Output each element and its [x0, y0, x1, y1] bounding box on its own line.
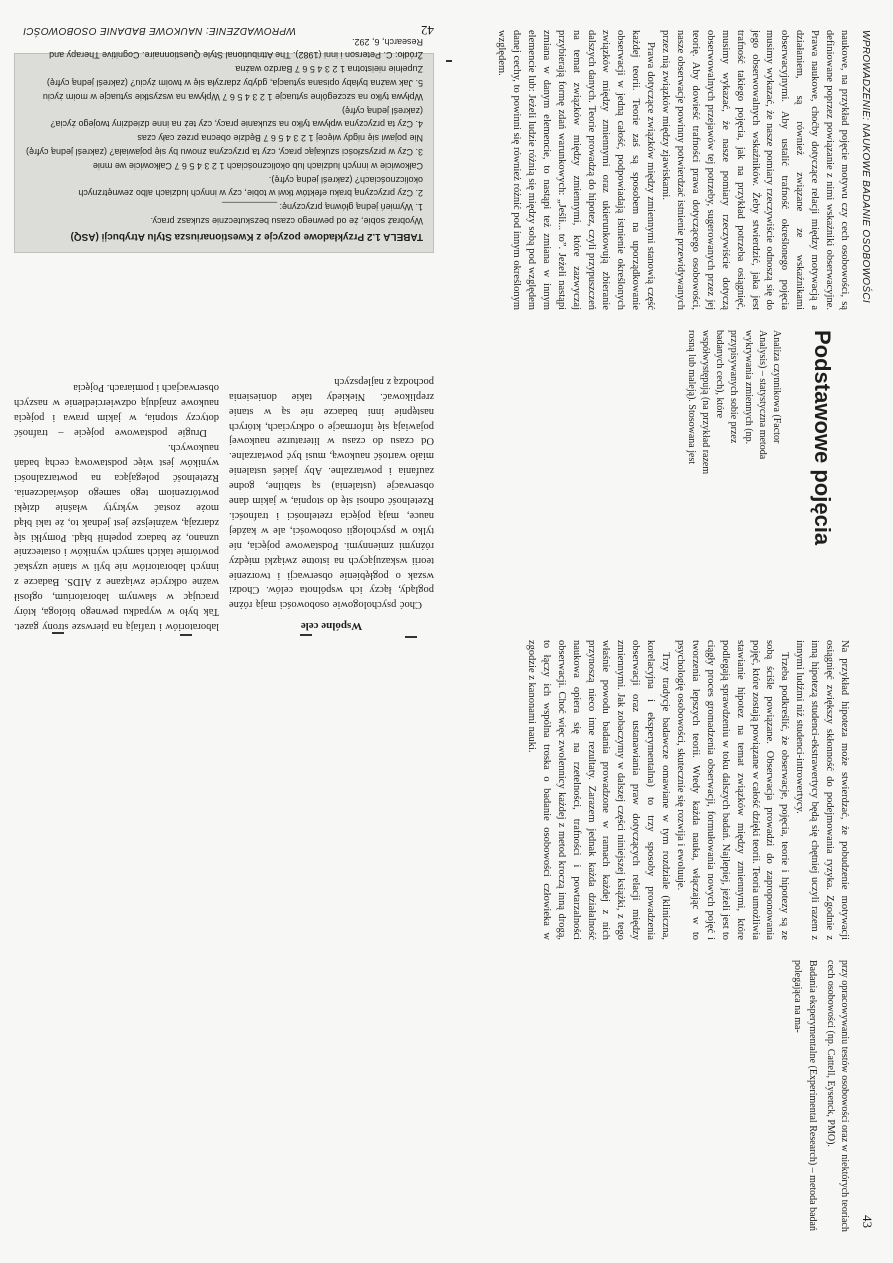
paragraph: laboratoriów i trafiają na pierwsze strony gazet. Tak było w wypadku pewnego biologa, który pracując w sławnym laboratorium, ogłosił ważne odkrycie związane z AIDS. Badacze z innych laboratoriów nie byli w stanie uzyskać powtórnie takich samych wyników i ostatecznie uznano, że badacz popełnił błąd. Pomyłki się zdarzają, ważniejsze jest jednak to, że taki błąd może zostać wykryty właśnie dzięki powtórzeniom tego samego doświadczenia. Rzetelność polegająca na powtarzalności wyników jest więc podstawową cechą badań naukowych. — [14, 442, 219, 632]
table-q4-scale: Wpływa tylko na szczególne sytuacje 1 2 3 4 5 6 7 Wpływa na wszystkie sytuacje w moim życiu — [42, 92, 423, 103]
section-title: Wspólne cele — [300, 620, 363, 632]
definition: Badania eksperymentalne (Experimental Research) – metoda badań polegająca na ma- — [792, 960, 818, 1231]
left-page-area — [0, 0, 446, 1263]
margin-mark — [300, 634, 312, 636]
paragraph: naukowe, na przykład pojęcie motywu czy cech osobowości, są definiowane poprzez powiązanie z nimi wskaźniki obserwacyjne. Prawa naukowe, choćby dotyczące relacji między motywacją a działaniem, są również związane ze wskaźnikami obserwacyjnymi. Aby ustalić trafność określonego pojęcia musimy wykazać, że nasze pomiary rzeczywiście odnoszą się do jego obserwowalnych wskaźników. Żeby stwierdzić, jaka jest trafność takiego pojęcia, jak na przykład potrzeba osiągnięć, musimy wykazać, że nasze pomiary rzeczywiście dotyczą obserwowalnych przejawów tej potrzeby, sugerowanych przez jej teorię. Aby dowieść trafności prawa dotyczącego osobowości, nasze obserwacje powinny potwierdzać istnienie przewidywanych przez nią związków między zjawiskami. — [660, 30, 850, 310]
left-column-1 — [229, 263, 434, 633]
right-column-1 — [461, 30, 851, 310]
table-asq — [14, 36, 434, 253]
table-q3-scale: Nie pojawi się nigdy więcej 1 2 3 4 5 6 7 Będzie obecna przez cały czas — [137, 133, 423, 144]
right-page — [446, 0, 893, 1263]
paragraph: Choć psychologowie osobowości mają różne poglądy, łączy ich wspólnota celów. Chodzi wszak o pogłębienie obserwacji i tworzenie teorii wskazujących na istotne związki między różnymi zmiennymi. Podstawowe pojęcia, nie tylko w psychologii osobowości, ale w każdej nauce, mają pojęcia rzetelności i trafności. Rzetelność odnosi się do stopnia, w jakim dane obserwacje (ustalenia) są stabilne, godne zaufania i powtarzalne. Aby jakieś ustalenie miało wartość naukową, musi być powtarzalne. Od czasu do czasu w literaturze naukowej pojawiają się informacje o odkryciach, których następnie inni badacze nie są w stanie zreplikować. Niekiedy takie doniesienia pochodzą z najlepszych — [229, 375, 434, 611]
definitions-column-1 — [680, 330, 783, 480]
margin-mark — [180, 634, 192, 636]
table-q2: 2. Czy przyczyną braku efektów tkwi w tobie, czy w innych ludziach albo zewnętrznych okolicznościach? (zakreśl jedną cyfrę). — [78, 175, 423, 199]
margin-mark — [405, 636, 417, 638]
paragraph: Drugie podstawowe pojęcie – trafność dotyczy stopnia, w jakim prawa i pojęcia naukowe znajdują odzwierciedlenie w naszych obserwacjach i pomiarach. Pojęcia — [14, 382, 219, 439]
definition: Analiza czynnikowa (Factor Analysis) – statystyczna metoda wykrywania zmiennych (np. przypisywanych sobie przez badanych cech), które współwystępują (na przykład razem rosną lub maleją). Stosowana jest — [685, 330, 782, 475]
table-q5-scale: Zupełnie nieistotna 1 2 3 4 5 6 7 Bardzo ważna — [235, 63, 423, 74]
running-head: WPROWADZENIE: NAUKOWE BADANIE OSOBOWOŚCI — [23, 25, 296, 36]
left-page — [0, 0, 446, 1263]
paragraph: Trzy tradycje badawcze omawiane w tym rozdziale (kliniczna, korelacyjna i eksperymentalna) to trzy sposoby prowadzenia obserwacji oraz ustanawiania praw dotyczących relacji między zmiennymi. Jak zobaczymy w dalszej części niniejszej książki, z tego właśnie powodu badania prowadzone w ramach każdej z nich przynoszą nieco inne rezultaty. Zarazem jednak każda działalność naukowa opiera się na rzetelności, trafności i powtarzalności obserwacji. Choć więc zwolennicy każdej z metod kroczą inną drogą, to łączy ich wspólna troska o badanie osobowości człowieka w zgodzie z kanonami nauki. — [525, 640, 672, 940]
paragraph: Trzeba podkreślić, że obserwacje, pojęcia, teorie i hipotezy są ze sobą ściśle powiązane. Obserwacja prowadzi do zaproponowania pojęć, które zostają powiązane w całość dzięki teorii. Teoria umożliwia stawianie hipotez na temat związków między zmiennymi, które podlegają sprawdzeniu w toku dalszych badań. Najlepiej, jeżeli jest to ciągły proces gromadzenia obserwacji, formułowania nowych pojęć i tworzenia lepszych teorii. Wtedy każda nauka, włączając w to psychologię osobowości, skutecznie się rozwija i ewoluuje. — [675, 640, 791, 940]
definitions-column-2 — [786, 960, 851, 1240]
table-title: TABELA 1.2 Przykładowe pozycje z Kwestionariusza Stylu Atrybucji (ASQ) — [70, 231, 423, 242]
table-source: Źródło: C. Peterson i inni (1982). The Attributional Style Questionnaire. Cognitive Therapy and Research, 6, 292. — [49, 36, 423, 60]
right-page-area — [446, 0, 893, 1263]
table-q5: 5. Jak ważna byłaby opisana sytuacja, gdyby zdarzyła się w twoim życiu? (zakreśl jedną cyfrę) — [46, 78, 423, 89]
margin-mark — [52, 632, 64, 634]
table-q1: 1. Wymień jedną główną przyczynę: ___________ — [221, 202, 423, 213]
table-instruction: Wyobraź sobie, że od pewnego czasu bezskutecznie szukasz pracy. — [150, 216, 423, 227]
section-big-title: Podstawowe pojęcia — [810, 330, 835, 546]
left-column-2 — [14, 263, 219, 633]
running-head: WPROWADZENIE: NAUKOWE BADANIE OSOBOWOŚCI — [860, 30, 871, 303]
definition: przy opracowywaniu testów osobowości oraz w niektórych teoriach cech osobowości (np. Cattell, Eysenck, PMO). — [824, 960, 850, 1232]
table-q4: 4. Czy ta przyczyna wpływa tylko na szukanie pracy, czy też na inne dziedziny twojego życia? (zakreśl jedną cyfrę) — [50, 106, 423, 130]
table-q2-scale: Całkowicie w innych ludziach lub okolicznościach 1 2 3 4 5 6 7 Całkowicie we mnie — [92, 161, 423, 172]
page-number: 42 — [421, 23, 434, 38]
margin-mark — [446, 60, 452, 62]
page-number: 43 — [860, 1215, 875, 1228]
paragraph: Prawa dotyczące związków między zmiennymi stanowią część każdej teorii. Teorie zaś są sposobem na uporządkowanie obserwacji w jedną całość, podpowiadają istnienie określonych związków między zmiennymi oraz ukierunkowują zbieranie dalszych danych. Teorie prowadzą do hipotez, czyli przypuszczeń na temat związków między zmiennymi, które zazwyczaj przybierają formę zdań warunkowych: „Jeśli... to”. Jeżeli nastąpi zmiana w danym elemencie, to nastąpi też zmiana w innym elemencie lub: Jeżeli ludzie różnią się między sobą pod względem danej cechy, to powinni się również różnić pod innym określonym względem. — [496, 30, 657, 310]
paragraph: Na przykład hipoteza może stwierdzać, że pobudzenie motywacji osiągnięć zwiększy skłonność do podejmowania ryzyka. Zgodnie z inną hipotezą studenci-ekstrawertycy będą się chętniej uczyli razem z innymi ludźmi niż studenci-introwertycy. — [794, 640, 850, 940]
right-column-2 — [461, 640, 851, 940]
table-q3: 3. Czy w przyszłości szukając pracy, czy ta przyczyna znowu by się pojawiała? (zakreśl jedną cyfrę) — [26, 147, 423, 158]
